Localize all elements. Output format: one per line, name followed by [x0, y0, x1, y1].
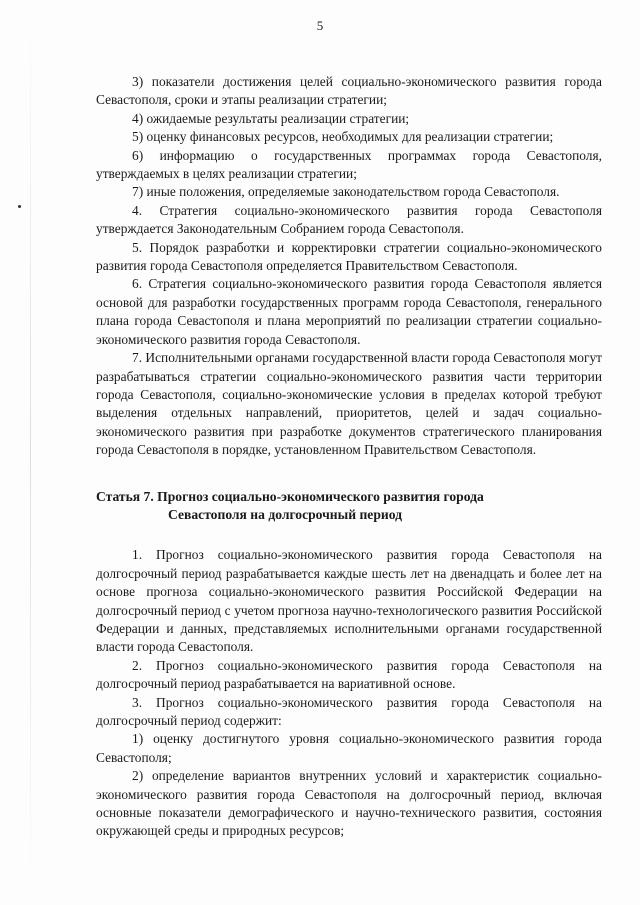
- paragraph: 4. Стратегия социально-экономического развития города Севастополя утверждается Законодательным Собранием города Севастополя.: [96, 202, 602, 237]
- article-heading: [96, 488, 602, 525]
- article-heading-line2: Севастополя на долгосрочный период: [168, 506, 403, 522]
- paragraph: 4) ожидаемые результаты реализации стратегии;: [132, 110, 410, 126]
- paragraph: 2. Прогноз социально-экономического развития города Севастополя на долгосрочный период разрабатывается на вариативной основе.: [96, 657, 602, 692]
- paragraph: 2) определение вариантов внутренних условий и характеристик социально-экономического развития города Севастополя на долгосрочный период, включая основные показатели демографического и научно-технического развития, состояния окружающей среды и природных ресурсов;: [96, 768, 602, 839]
- document-body: [96, 73, 602, 841]
- paragraph: 5) оценку финансовых ресурсов, необходимых для реализации стратегии;: [132, 129, 554, 145]
- paragraph: 6) информацию о государственных программах города Севастополя, утверждаемых в целях реализации стратегии;: [96, 147, 602, 182]
- paragraph: 7. Исполнительными органами государственной власти города Севастополя могут разрабатываться стратегии социально-экономического развития части территории города Севастополя, социально-экономические условия в пределах которой требуют выделения отдельных направлений, приоритетов, целей и задач социально-экономического развития при разработке документов стратегического планирования города Севастополя в порядке, установленном Правительством Севастополя.: [96, 350, 602, 458]
- paragraph: 1) оценку достигнутого уровня социально-экономического развития города Севастополя;: [96, 731, 602, 765]
- paragraph: 3) показатели достижения целей социально-экономического развития города Севастополя, сроки и этапы реализации стратегии;: [96, 74, 602, 108]
- paragraph: 7) иные положения, определяемые законодательством города Севастополя.: [132, 184, 560, 200]
- margin-dot: [18, 205, 21, 208]
- scan-edge-shadow: [30, 0, 31, 905]
- paragraph: 3. Прогноз социально-экономического развития города Севастополя на долгосрочный период содержит:: [96, 694, 602, 728]
- paragraph: 1. Прогноз социально-экономического развития города Севастополя на долгосрочный период разрабатывается каждые шесть лет на двенадцать и более лет на основе прогноза социально-экономического развития Российской Федерации на долгосрочный период с учетом прогноза научно-технологического развития Российской Федерации и данных, представляемых исполнительными органами государственной власти города Севастополя.: [96, 547, 602, 655]
- paragraph: 6. Стратегия социально-экономического развития города Севастополя является основой для разработки государственных программ города Севастополя, генерального плана города Севастополя и плана мероприятий по реализации стратегии социально-экономического развития города Севастополя.: [96, 276, 602, 347]
- article-heading-line1: Статья 7. Прогноз социально-экономического развития города: [96, 488, 484, 504]
- paragraph: 5. Порядок разработки и корректировки стратегии социально-экономического развития города Севастополя определяется Правительством Севастополя.: [96, 239, 602, 274]
- page-number: 5: [316, 18, 324, 33]
